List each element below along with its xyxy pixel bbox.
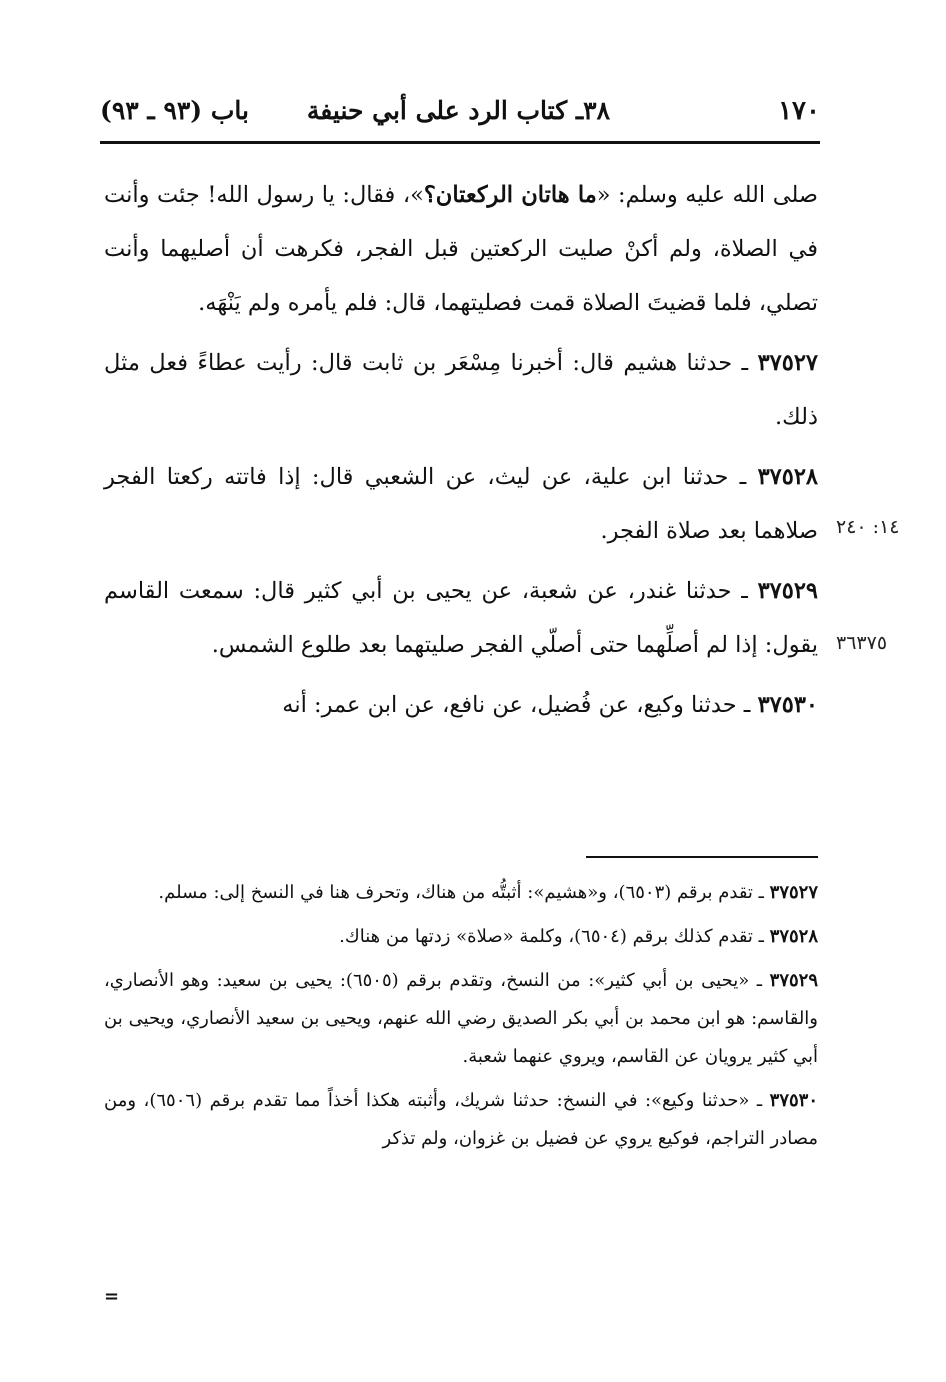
footnote-number: ٣٧٥٢٨ xyxy=(769,926,818,947)
footnote-number: ٣٧٥٢٩ xyxy=(769,970,818,991)
hadith-37529 xyxy=(104,564,818,672)
page-number: ١٧٠ xyxy=(778,96,820,126)
footnote-37527 xyxy=(104,874,818,912)
margin-reference: ١٤: ٢٤٠ xyxy=(836,516,900,538)
footnote-37528 xyxy=(104,918,818,956)
header-rule xyxy=(100,141,820,144)
paragraph-text: صلى الله عليه وسلم: « xyxy=(596,182,819,208)
margin-reference: ٣٦٣٧٥ xyxy=(836,632,888,654)
paragraph-text: ـ حدثنا ابن علية، عن ليث، عن الشعبي قال: إذا فاتته ركعتا الفجر صلاهما بعد صلاة الفجر. xyxy=(104,464,818,544)
paragraph-text: ـ حدثنا وكيع، عن فُضيل، عن نافع، عن ابن عمر: أنه xyxy=(282,692,758,718)
footnote-number: ٣٧٥٢٧ xyxy=(769,882,818,903)
footnote-text: ـ «حدثنا وكيع»: في النسخ: حدثنا شريك، وأثبته هكذا أخذاً مما تقدم برقم (٦٥٠٦)، ومن مصادر التراجم، فوكيع يروي عن فضيل بن غزوان، ولم تذكر xyxy=(104,1090,818,1149)
hadith-number: ٣٧٥٢٩ xyxy=(757,578,818,604)
main-text xyxy=(104,168,818,738)
chapter-label: باب (٩٣ ـ ٩٣) xyxy=(100,96,249,125)
paragraph-text: »، فقال: يا رسول الله! جئت وأنت في الصلاة، ولم أكنْ صليت الركعتين قبل الفجر، فكرهت أن أصليهما وأنت تصلي، فلما قضيتَ الصلاة قمت فصليتهما، قال: فلم يأمره ولم يَنْهَه. xyxy=(104,182,818,316)
footnote-number: ٣٧٥٣٠ xyxy=(769,1090,818,1111)
page-header xyxy=(100,92,820,138)
continuation-mark: = xyxy=(104,1286,120,1307)
paragraph-text: ـ حدثنا غندر، عن شعبة، عن يحيى بن أبي كثير قال: سمعت القاسم يقول: إذا لم أصلِّهما حتى أصلّي الفجر صليتهما بعد طلوع الشمس. xyxy=(104,578,818,658)
quoted-hadith: ما هاتان الركعتان؟ xyxy=(423,182,597,208)
footnote-text: ـ تقدم كذلك برقم (٦٥٠٤)، وكلمة «صلاة» زدتها من هناك. xyxy=(339,926,770,947)
paragraph-continued xyxy=(104,168,818,330)
hadith-37528 xyxy=(104,450,818,558)
footnote-37530 xyxy=(104,1082,818,1158)
footnote-text: ـ «يحيى بن أبي كثير»: من النسخ، وتقدم برقم (٦٥٠٥): يحيى بن سعيد: وهو الأنصاري، والقاسم: هو ابن محمد بن أبي بكر الصديق رضي الله عنهم، ويحيى بن سعيد الأنصاري، ويحيى بن أبي كثير يرويان عن القاسم، ويروي عنهما شعبة. xyxy=(104,970,818,1067)
hadith-37530 xyxy=(104,678,818,732)
hadith-37527 xyxy=(104,336,818,444)
book-title: ٣٨ـ كتاب الرد على أبي حنيفة xyxy=(306,96,610,125)
footnote-separator xyxy=(586,856,818,858)
footnotes xyxy=(104,874,818,1164)
hadith-number: ٣٧٥٣٠ xyxy=(757,692,818,718)
footnote-text: ـ تقدم برقم (٦٥٠٣)، و«هشيم»: أثبتُّه من هناك، وتحرف هنا في النسخ إلى: مسلم. xyxy=(158,882,770,903)
hadith-number: ٣٧٥٢٧ xyxy=(757,350,818,376)
paragraph-text: ـ حدثنا هشيم قال: أخبرنا مِسْعَر بن ثابت قال: رأيت عطاءً فعل مثل ذلك. xyxy=(104,350,818,430)
hadith-number: ٣٧٥٢٨ xyxy=(757,464,818,490)
footnote-37529 xyxy=(104,962,818,1076)
